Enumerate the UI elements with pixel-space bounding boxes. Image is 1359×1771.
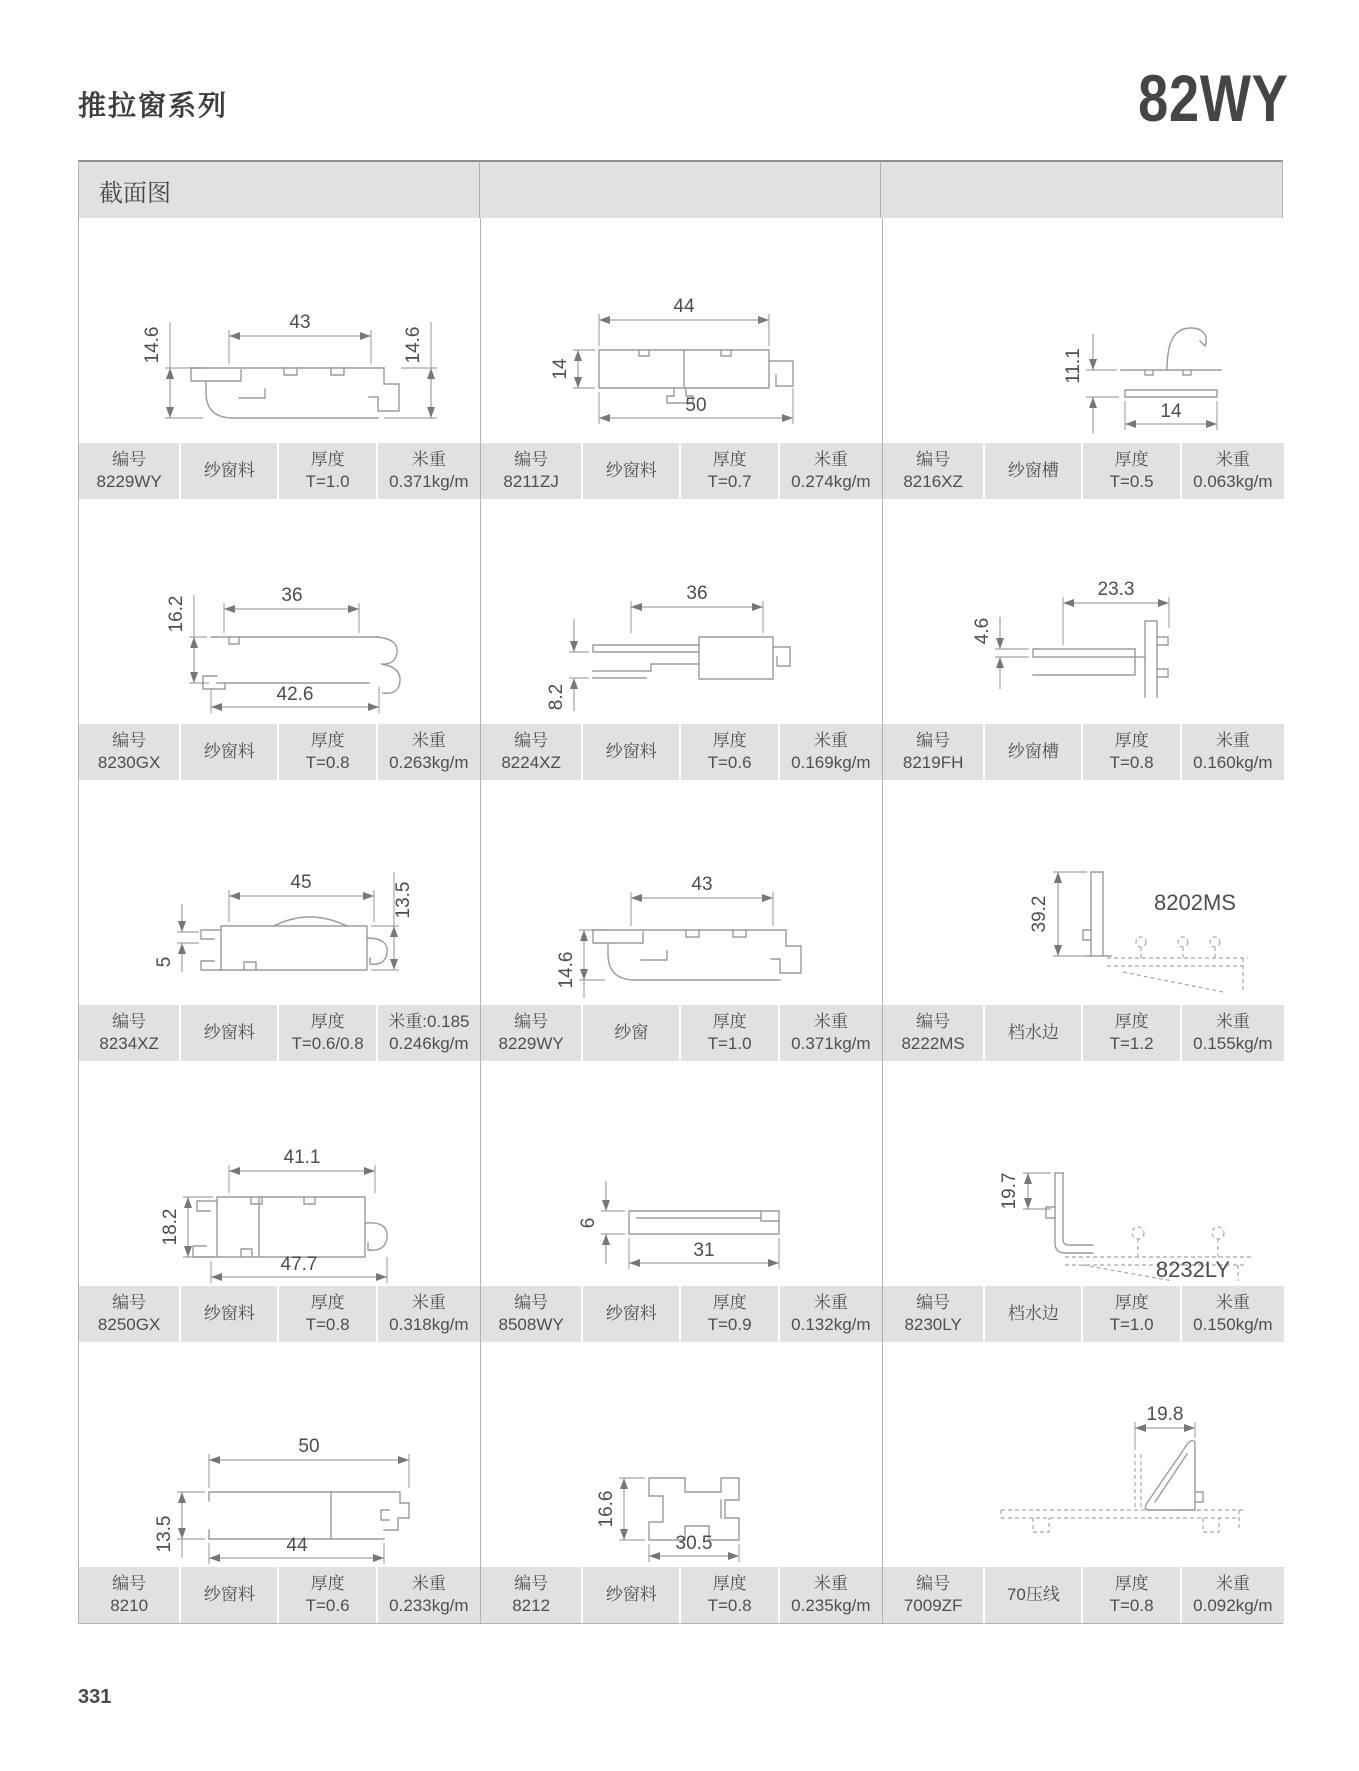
profile-table (78, 160, 1283, 1624)
table-header-row (79, 162, 1282, 218)
spec-weight-value: 0.132kg/m (791, 1315, 871, 1334)
spec-thickness-value: T=1.2 (1109, 1034, 1154, 1053)
spec-row (79, 1567, 480, 1623)
spec-material-value: 纱窗料 (203, 1022, 255, 1042)
dim-label: 23.3 (1097, 579, 1135, 600)
drawing-area (883, 499, 1284, 724)
spec-weight-label: 米重 (1215, 1292, 1250, 1312)
spec-code-label: 编号 (916, 449, 951, 469)
profile-cell-8230ly (883, 1061, 1284, 1342)
spec-code (883, 1005, 983, 1061)
spec-material (583, 443, 679, 499)
spec-thickness-label: 厚度 (712, 1573, 747, 1593)
spec-thickness (1083, 1005, 1179, 1061)
drawing-area (481, 499, 882, 724)
dim-label: 6 (578, 1217, 599, 1229)
spec-thickness-label: 厚度 (712, 1292, 747, 1312)
spec-material-value: 纱窗槽 (1007, 460, 1059, 480)
profile-cell-8216xz (883, 218, 1284, 499)
header-cell-empty (881, 162, 1282, 218)
dim-label: 45 (290, 872, 312, 893)
spec-material (181, 1286, 277, 1342)
dim-label: 30.5 (675, 1533, 713, 1554)
spec-code-value: 8210 (110, 1596, 149, 1615)
spec-thickness-label: 厚度 (310, 1573, 345, 1593)
spec-weight-value: 0.235kg/m (791, 1596, 871, 1615)
spec-code (883, 1567, 983, 1623)
dim-label: 11.1 (1063, 348, 1084, 384)
spec-thickness-label: 厚度 (712, 1011, 747, 1031)
spec-weight-value: 0.274kg/m (791, 472, 871, 491)
spec-weight-label: 米重 (813, 449, 848, 469)
profile-drawing (481, 218, 882, 443)
spec-row (481, 443, 882, 499)
spec-code-label: 编号 (514, 1292, 549, 1312)
profile-cell-8222ms (883, 780, 1284, 1061)
dim-label: 14.6 (556, 951, 577, 989)
profile-drawing (79, 218, 480, 443)
spec-code-label: 编号 (916, 730, 951, 750)
profile-drawing (79, 1342, 480, 1567)
spec-weight-label: 米重 (1215, 730, 1250, 750)
spec-weight-value: 0.318kg/m (389, 1315, 469, 1334)
dim-label: 19.7 (999, 1172, 1020, 1210)
spec-code-label: 编号 (112, 1292, 147, 1312)
spec-code (481, 443, 581, 499)
spec-weight-value: 0.246kg/m (389, 1034, 469, 1053)
profile-cell-7009zf (883, 1342, 1284, 1623)
spec-row (481, 1567, 882, 1623)
header-cell-empty (480, 162, 881, 218)
spec-weight-label: 米重 (411, 449, 446, 469)
spec-row (481, 1286, 882, 1342)
dim-label: 50 (685, 395, 707, 416)
dim-label: 43 (691, 874, 713, 895)
dim-label: 16.2 (166, 595, 187, 633)
spec-row (481, 1005, 882, 1061)
spec-code (481, 1005, 581, 1061)
spec-thickness-label: 厚度 (310, 730, 345, 750)
spec-thickness-value: T=0.6/0.8 (291, 1034, 364, 1053)
spec-thickness (681, 1567, 777, 1623)
profile-cell-8508wy (481, 1061, 883, 1342)
dim-label: 44 (286, 1535, 308, 1556)
spec-thickness-label: 厚度 (310, 1292, 345, 1312)
page-number: 331 (78, 1686, 112, 1708)
spec-material-value: 纱窗料 (605, 460, 657, 480)
series-title: 推拉窗系列 (78, 90, 229, 121)
spec-thickness (681, 1286, 777, 1342)
spec-weight-value: 0.169kg/m (791, 753, 871, 772)
spec-code (79, 724, 179, 780)
drawing-area (481, 218, 882, 443)
spec-material-value: 70压线 (1006, 1584, 1060, 1604)
dim-label: 14.6 (403, 326, 424, 364)
spec-code (481, 1286, 581, 1342)
spec-code (883, 1286, 983, 1342)
spec-row (883, 443, 1284, 499)
spec-material-value: 档水边 (1007, 1303, 1059, 1323)
spec-code-label: 编号 (916, 1292, 951, 1312)
spec-thickness (1083, 1286, 1179, 1342)
spec-code (481, 724, 581, 780)
profile-cell-8250gx (79, 1061, 481, 1342)
profile-drawing (481, 499, 882, 724)
spec-thickness-value: T=0.5 (1109, 472, 1154, 491)
spec-thickness-label: 厚度 (1114, 1292, 1149, 1312)
spec-weight-label: 米重 (1215, 1011, 1250, 1031)
spec-code-value: 8508WY (498, 1315, 564, 1334)
drawing-area (883, 1061, 1284, 1286)
model-code: 82WY (1138, 61, 1289, 135)
dim-label: 14 (1160, 401, 1182, 422)
spec-thickness (681, 724, 777, 780)
spec-code-label: 编号 (514, 730, 549, 750)
drawing-area (883, 1342, 1284, 1567)
profile-drawing (883, 499, 1284, 724)
spec-thickness-label: 厚度 (310, 449, 345, 469)
section-header-cell (79, 162, 480, 218)
spec-weight (378, 724, 480, 780)
spec-material-value: 纱窗料 (605, 1303, 657, 1323)
spec-code-label: 编号 (112, 730, 147, 750)
spec-code (883, 724, 983, 780)
spec-thickness (279, 1567, 375, 1623)
drawing-area (481, 1342, 882, 1567)
spec-code-label: 编号 (112, 1011, 147, 1031)
spec-code (79, 1567, 179, 1623)
spec-weight-label: 米重 (411, 1292, 446, 1312)
dim-label: 36 (686, 583, 708, 604)
spec-material (985, 724, 1081, 780)
spec-weight-value: 0.150kg/m (1193, 1315, 1273, 1334)
spec-material-value: 纱窗料 (605, 1584, 657, 1604)
spec-code-value: 8219FH (902, 753, 964, 772)
spec-material-value: 纱窗 (614, 1022, 649, 1042)
profile-drawing (79, 499, 480, 724)
spec-weight (780, 443, 882, 499)
spec-thickness (681, 443, 777, 499)
spec-material (985, 1005, 1081, 1061)
spec-weight-label: 米重 (813, 1011, 848, 1031)
spec-weight-label: 米重 (813, 1573, 848, 1593)
spec-thickness-value: T=0.6 (305, 1596, 350, 1615)
spec-row (883, 724, 1284, 780)
drawing-area (79, 499, 480, 724)
profile-drawing (481, 1061, 882, 1286)
dim-label: 19.8 (1146, 1404, 1184, 1425)
spec-thickness-value: T=1.0 (707, 1034, 752, 1053)
dim-label: 8.2 (546, 683, 567, 711)
profile-drawing (481, 1342, 882, 1567)
profile-cell-8212 (481, 1342, 883, 1623)
profile-cell-8219fh (883, 499, 1284, 780)
spec-weight (378, 1286, 480, 1342)
spec-thickness (1083, 443, 1179, 499)
spec-code (79, 443, 179, 499)
spec-code-value: 8229WY (96, 472, 162, 491)
spec-thickness-label: 厚度 (1114, 730, 1149, 750)
spec-row (883, 1286, 1284, 1342)
spec-material (583, 1286, 679, 1342)
spec-row (79, 724, 480, 780)
dim-label: 50 (298, 1436, 320, 1457)
dim-label: 44 (673, 296, 695, 317)
spec-thickness-value: T=0.8 (1109, 1596, 1154, 1615)
dim-label: 47.7 (280, 1254, 318, 1275)
dim-label: 13.5 (393, 881, 414, 919)
spec-code-label: 编号 (514, 1573, 549, 1593)
dim-label: 4.6 (972, 617, 993, 645)
spec-weight-label: 米重 (411, 1573, 446, 1593)
spec-thickness (279, 1286, 375, 1342)
spec-code-value: 8234XZ (99, 1034, 159, 1053)
profile-drawing (883, 1342, 1284, 1567)
spec-weight-label: 米重 (813, 730, 848, 750)
spec-row (883, 1567, 1284, 1623)
spec-code-value: 8230LY (904, 1315, 962, 1334)
spec-code-value: 8212 (512, 1596, 551, 1615)
spec-material-value: 纱窗料 (605, 741, 657, 761)
table-body (79, 218, 1282, 1623)
dim-label: 14.6 (142, 326, 163, 364)
profile-cell-8229wy (79, 218, 481, 499)
drawing-area (481, 780, 882, 1005)
profile-cell-8229wy-b (481, 780, 883, 1061)
spec-code-label: 编号 (916, 1011, 951, 1031)
spec-code-value: 8230GX (97, 753, 161, 772)
spec-material-value: 纱窗槽 (1007, 741, 1059, 761)
spec-code (79, 1286, 179, 1342)
spec-thickness (279, 724, 375, 780)
spec-material (181, 1567, 277, 1623)
dim-label: 41.1 (283, 1147, 321, 1168)
spec-weight-label: 米重 (1215, 449, 1250, 469)
spec-code (883, 443, 983, 499)
profile-cell-8224xz (481, 499, 883, 780)
spec-row (79, 1286, 480, 1342)
spec-code-value: 8216XZ (903, 472, 963, 491)
dim-label: 18.2 (160, 1208, 181, 1246)
spec-weight-value: 0.160kg/m (1193, 753, 1273, 772)
spec-weight-value: 0.263kg/m (389, 753, 469, 772)
spec-weight (378, 1005, 480, 1061)
spec-thickness (279, 1005, 375, 1061)
spec-material-value: 纱窗料 (203, 741, 255, 761)
spec-thickness-label: 厚度 (310, 1011, 345, 1031)
spec-weight-value: 0.371kg/m (791, 1034, 871, 1053)
spec-material-value: 纱窗料 (203, 1584, 255, 1604)
dim-label: 36 (281, 585, 303, 606)
spec-thickness (1083, 1567, 1179, 1623)
dim-label: 31 (693, 1240, 715, 1261)
profile-cell-8230gx (79, 499, 481, 780)
spec-code-value: 7009ZF (903, 1596, 963, 1615)
spec-weight (780, 1567, 882, 1623)
drawing-area (79, 1342, 480, 1567)
dim-label: 5 (154, 956, 175, 968)
spec-weight (1182, 1286, 1284, 1342)
spec-material (985, 443, 1081, 499)
spec-thickness-value: T=0.9 (707, 1315, 752, 1334)
profile-drawing (481, 780, 882, 1005)
spec-weight-value: 0.371kg/m (389, 472, 469, 491)
spec-weight (378, 443, 480, 499)
spec-row (79, 443, 480, 499)
spec-row (481, 724, 882, 780)
spec-weight (1182, 443, 1284, 499)
spec-code-value: 8250GX (97, 1315, 161, 1334)
dim-label: 13.5 (154, 1515, 175, 1553)
spec-weight-value: 0.155kg/m (1193, 1034, 1273, 1053)
spec-weight-label: 米重 (813, 1292, 848, 1312)
section-header-label: 截面图 (99, 179, 171, 207)
spec-material (583, 1567, 679, 1623)
dim-label: 16.6 (596, 1490, 617, 1528)
spec-material-value: 纱窗料 (203, 1303, 255, 1323)
spec-weight-label: 米重 (411, 730, 446, 750)
profile-drawing (883, 1061, 1284, 1286)
spec-weight-value: 0.063kg/m (1193, 472, 1273, 491)
spec-thickness (279, 443, 375, 499)
spec-material (181, 1005, 277, 1061)
spec-weight (1182, 724, 1284, 780)
spec-material-value: 档水边 (1007, 1022, 1059, 1042)
spec-weight (780, 1005, 882, 1061)
drawing-area (481, 1061, 882, 1286)
spec-thickness-label: 厚度 (1114, 449, 1149, 469)
spec-row (883, 1005, 1284, 1061)
spec-material (583, 724, 679, 780)
profile-drawing (79, 1061, 480, 1286)
profile-drawing (883, 218, 1284, 443)
dim-label: 42.6 (276, 684, 314, 705)
spec-code-value: 8229WY (498, 1034, 564, 1053)
spec-code (481, 1567, 581, 1623)
spec-weight-value: 0.092kg/m (1193, 1596, 1273, 1615)
spec-weight (780, 724, 882, 780)
profile-cell-8211zj (481, 218, 883, 499)
spec-code-value: 8224XZ (501, 753, 561, 772)
profile-cell-8210 (79, 1342, 481, 1623)
spec-row (79, 1005, 480, 1061)
spec-thickness-value: T=0.8 (1109, 753, 1154, 772)
spec-thickness-value: T=0.6 (707, 753, 752, 772)
profile-drawing (79, 780, 480, 1005)
spec-material (181, 443, 277, 499)
dim-label: 39.2 (1029, 895, 1050, 933)
spec-code-label: 编号 (112, 1573, 147, 1593)
profile-cell-8234xz (79, 780, 481, 1061)
dim-label: 14 (550, 358, 571, 380)
drawing-area (79, 218, 480, 443)
spec-thickness-label: 厚度 (1114, 1011, 1149, 1031)
spec-code-label: 编号 (514, 449, 549, 469)
spec-material (181, 724, 277, 780)
spec-thickness-label: 厚度 (712, 730, 747, 750)
spec-weight (1182, 1567, 1284, 1623)
spec-weight (780, 1286, 882, 1342)
spec-material (985, 1286, 1081, 1342)
ref-label: 8202MS (1154, 890, 1236, 915)
spec-thickness-value: T=1.0 (1109, 1315, 1154, 1334)
spec-material-value: 纱窗料 (203, 460, 255, 480)
spec-thickness-label: 厚度 (712, 449, 747, 469)
spec-code-label: 编号 (112, 449, 147, 469)
spec-thickness-value: T=0.8 (707, 1596, 752, 1615)
spec-weight-label: 米重 (1215, 1573, 1250, 1593)
ref-label: 8232LY (1155, 1257, 1231, 1282)
drawing-area (883, 218, 1284, 443)
spec-material (985, 1567, 1081, 1623)
spec-material (583, 1005, 679, 1061)
profile-drawing (883, 780, 1284, 1005)
spec-code-value: 8222MS (901, 1034, 965, 1053)
spec-weight (1182, 1005, 1284, 1061)
spec-thickness (1083, 724, 1179, 780)
spec-code-value: 8211ZJ (503, 472, 559, 491)
spec-thickness-value: T=0.8 (305, 753, 350, 772)
spec-weight (378, 1567, 480, 1623)
spec-thickness-value: T=0.8 (305, 1315, 350, 1334)
spec-weight-value: 0.233kg/m (389, 1596, 469, 1615)
spec-code-label: 编号 (514, 1011, 549, 1031)
spec-weight-label: 米重:0.185 (388, 1011, 470, 1031)
drawing-area (883, 780, 1284, 1005)
spec-thickness-value: T=0.7 (707, 472, 752, 491)
drawing-area (79, 1061, 480, 1286)
spec-code (79, 1005, 179, 1061)
spec-thickness-label: 厚度 (1114, 1573, 1149, 1593)
drawing-area (79, 780, 480, 1005)
spec-thickness-value: T=1.0 (305, 472, 350, 491)
dim-label: 43 (289, 312, 311, 333)
spec-code-label: 编号 (916, 1573, 951, 1593)
spec-thickness (681, 1005, 777, 1061)
